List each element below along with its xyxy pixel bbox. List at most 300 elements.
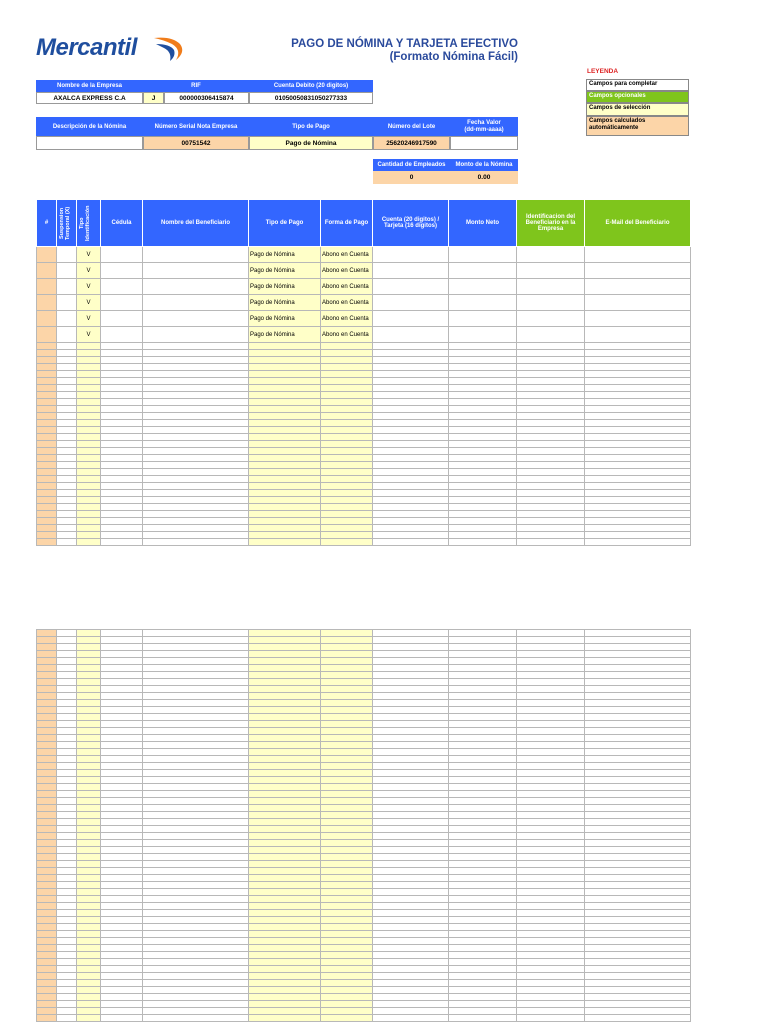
name-cell[interactable] [143,644,249,651]
id-type-cell[interactable] [77,672,101,679]
account-cell[interactable] [373,826,449,833]
company-id-cell[interactable] [517,854,585,861]
pay-type-cell[interactable]: Pago de Nómina [249,279,321,295]
name-cell[interactable] [143,539,249,546]
company-id-cell[interactable] [517,889,585,896]
net-amount-cell[interactable] [449,812,517,819]
id-type-cell[interactable] [77,441,101,448]
id-type-cell[interactable] [77,511,101,518]
net-amount-cell[interactable] [449,798,517,805]
name-cell[interactable] [143,364,249,371]
suspension-cell[interactable] [57,413,77,420]
name-cell[interactable] [143,448,249,455]
net-amount-cell[interactable] [449,651,517,658]
pay-type-cell[interactable] [249,770,321,777]
company-id-cell[interactable] [517,826,585,833]
name-cell[interactable] [143,847,249,854]
email-cell[interactable] [585,651,691,658]
account-cell[interactable] [373,854,449,861]
net-amount-cell[interactable] [449,987,517,994]
name-cell[interactable] [143,819,249,826]
pay-form-cell[interactable] [321,483,373,490]
email-cell[interactable] [585,427,691,434]
suspension-cell[interactable] [57,1001,77,1008]
cedula-cell[interactable] [101,504,143,511]
company-id-cell[interactable] [517,833,585,840]
net-amount-cell[interactable] [449,441,517,448]
account-cell[interactable] [373,728,449,735]
account-cell[interactable] [373,980,449,987]
suspension-cell[interactable] [57,896,77,903]
cedula-cell[interactable] [101,490,143,497]
email-cell[interactable] [585,385,691,392]
account-cell[interactable] [373,742,449,749]
pay-form-cell[interactable] [321,427,373,434]
pay-form-cell[interactable] [321,469,373,476]
email-cell[interactable] [585,959,691,966]
id-type-cell[interactable] [77,868,101,875]
cedula-cell[interactable] [101,364,143,371]
pay-type-cell[interactable] [249,448,321,455]
company-id-cell[interactable] [517,840,585,847]
pay-form-cell[interactable] [321,798,373,805]
suspension-cell[interactable] [57,721,77,728]
id-type-cell[interactable] [77,826,101,833]
pay-type-cell[interactable] [249,672,321,679]
pay-form-cell[interactable] [321,707,373,714]
name-cell[interactable] [143,1008,249,1015]
net-amount-cell[interactable] [449,721,517,728]
cedula-cell[interactable] [101,350,143,357]
company-id-cell[interactable] [517,343,585,350]
email-cell[interactable] [585,413,691,420]
cedula-cell[interactable] [101,742,143,749]
company-id-cell[interactable] [517,539,585,546]
net-amount-cell[interactable] [449,327,517,343]
email-cell[interactable] [585,539,691,546]
suspension-cell[interactable] [57,966,77,973]
cedula-cell[interactable] [101,630,143,637]
email-cell[interactable] [585,945,691,952]
cedula-cell[interactable] [101,427,143,434]
email-cell[interactable] [585,672,691,679]
cedula-cell[interactable] [101,295,143,311]
suspension-cell[interactable] [57,497,77,504]
cedula-cell[interactable] [101,469,143,476]
id-type-cell[interactable] [77,357,101,364]
email-cell[interactable] [585,630,691,637]
suspension-cell[interactable] [57,469,77,476]
net-amount-cell[interactable] [449,497,517,504]
pay-form-cell[interactable] [321,658,373,665]
id-type-cell[interactable] [77,392,101,399]
suspension-cell[interactable] [57,861,77,868]
account-cell[interactable] [373,749,449,756]
pay-type-cell[interactable] [249,973,321,980]
pay-type-cell[interactable] [249,805,321,812]
email-cell[interactable] [585,483,691,490]
cedula-cell[interactable] [101,812,143,819]
pay-type-cell[interactable]: Pago de Nómina [249,247,321,263]
name-cell[interactable] [143,840,249,847]
suspension-cell[interactable] [57,756,77,763]
company-id-cell[interactable] [517,371,585,378]
email-cell[interactable] [585,420,691,427]
cedula-cell[interactable] [101,805,143,812]
id-type-cell[interactable] [77,693,101,700]
company-id-cell[interactable] [517,952,585,959]
name-cell[interactable] [143,420,249,427]
name-cell[interactable] [143,889,249,896]
email-cell[interactable] [585,511,691,518]
id-type-cell[interactable] [77,735,101,742]
id-type-cell[interactable] [77,518,101,525]
account-cell[interactable] [373,700,449,707]
pay-form-cell[interactable] [321,385,373,392]
cedula-cell[interactable] [101,1015,143,1022]
email-cell[interactable] [585,980,691,987]
id-type-cell[interactable] [77,784,101,791]
email-cell[interactable] [585,364,691,371]
cedula-cell[interactable] [101,497,143,504]
account-cell[interactable] [373,295,449,311]
rif-field[interactable]: 000000306415874 [164,92,249,104]
account-cell[interactable] [373,392,449,399]
pay-type-cell[interactable] [249,735,321,742]
account-cell[interactable] [373,311,449,327]
pay-type-cell[interactable] [249,1015,321,1022]
account-cell[interactable] [373,693,449,700]
id-type-cell[interactable] [77,469,101,476]
name-cell[interactable] [143,714,249,721]
pay-form-cell[interactable] [321,364,373,371]
account-cell[interactable] [373,399,449,406]
pay-form-cell[interactable] [321,847,373,854]
net-amount-cell[interactable] [449,763,517,770]
email-cell[interactable] [585,497,691,504]
pay-type-cell[interactable] [249,413,321,420]
name-cell[interactable] [143,357,249,364]
cedula-cell[interactable] [101,875,143,882]
name-cell[interactable] [143,791,249,798]
net-amount-cell[interactable] [449,518,517,525]
name-cell[interactable] [143,427,249,434]
suspension-cell[interactable] [57,448,77,455]
name-cell[interactable] [143,525,249,532]
pay-type-cell[interactable] [249,721,321,728]
cedula-cell[interactable] [101,917,143,924]
company-id-cell[interactable] [517,882,585,889]
account-cell[interactable] [373,672,449,679]
net-amount-cell[interactable] [449,413,517,420]
account-cell[interactable] [373,994,449,1001]
pay-type-cell[interactable] [249,679,321,686]
name-cell[interactable] [143,406,249,413]
company-id-cell[interactable] [517,798,585,805]
suspension-cell[interactable] [57,868,77,875]
pay-form-cell[interactable] [321,413,373,420]
suspension-cell[interactable] [57,728,77,735]
name-cell[interactable] [143,399,249,406]
id-type-cell[interactable] [77,630,101,637]
name-cell[interactable] [143,350,249,357]
account-cell[interactable] [373,903,449,910]
pay-form-cell[interactable] [321,917,373,924]
id-type-cell[interactable] [77,791,101,798]
id-type-cell[interactable] [77,497,101,504]
company-id-cell[interactable] [517,413,585,420]
name-cell[interactable] [143,263,249,279]
net-amount-cell[interactable] [449,295,517,311]
email-cell[interactable] [585,854,691,861]
cedula-cell[interactable] [101,966,143,973]
account-cell[interactable] [373,469,449,476]
account-cell[interactable] [373,756,449,763]
email-cell[interactable] [585,833,691,840]
company-id-cell[interactable] [517,791,585,798]
pay-form-cell[interactable] [321,518,373,525]
id-type-cell[interactable] [77,903,101,910]
net-amount-cell[interactable] [449,777,517,784]
id-type-cell[interactable] [77,378,101,385]
account-cell[interactable] [373,441,449,448]
account-cell[interactable] [373,427,449,434]
email-cell[interactable] [585,448,691,455]
name-cell[interactable] [143,247,249,263]
company-id-cell[interactable] [517,448,585,455]
pay-form-cell[interactable] [321,686,373,693]
account-cell[interactable] [373,378,449,385]
net-amount-cell[interactable] [449,938,517,945]
id-type-cell[interactable] [77,399,101,406]
pay-type-cell[interactable] [249,469,321,476]
account-cell[interactable] [373,651,449,658]
company-id-cell[interactable] [517,686,585,693]
net-amount-cell[interactable] [449,714,517,721]
cedula-cell[interactable] [101,511,143,518]
pay-type-cell[interactable]: Pago de Nómina [249,263,321,279]
suspension-cell[interactable] [57,399,77,406]
suspension-cell[interactable] [57,994,77,1001]
pay-form-cell[interactable] [321,987,373,994]
company-id-cell[interactable] [517,279,585,295]
id-type-cell[interactable] [77,413,101,420]
suspension-cell[interactable] [57,959,77,966]
pay-type-cell[interactable]: Pago de Nómina [249,311,321,327]
pay-type-cell[interactable] [249,966,321,973]
cedula-cell[interactable] [101,399,143,406]
suspension-cell[interactable] [57,693,77,700]
cedula-cell[interactable] [101,483,143,490]
pay-type-cell[interactable] [249,896,321,903]
name-cell[interactable] [143,295,249,311]
id-type-cell[interactable] [77,938,101,945]
suspension-cell[interactable] [57,931,77,938]
account-cell[interactable] [373,434,449,441]
account-cell[interactable] [373,490,449,497]
pay-type-cell[interactable] [249,819,321,826]
pay-form-cell[interactable] [321,973,373,980]
suspension-cell[interactable] [57,263,77,279]
pay-type-select[interactable]: Pago de Nómina [249,136,373,150]
id-type-cell[interactable] [77,749,101,756]
pay-form-cell[interactable] [321,812,373,819]
id-type-cell[interactable] [77,763,101,770]
suspension-cell[interactable] [57,385,77,392]
name-cell[interactable] [143,371,249,378]
company-id-cell[interactable] [517,924,585,931]
suspension-cell[interactable] [57,455,77,462]
pay-type-cell[interactable] [249,455,321,462]
company-id-cell[interactable] [517,721,585,728]
name-cell[interactable] [143,441,249,448]
account-cell[interactable] [373,791,449,798]
email-cell[interactable] [585,812,691,819]
id-type-cell[interactable] [77,525,101,532]
name-cell[interactable] [143,327,249,343]
pay-type-cell[interactable] [249,917,321,924]
pay-type-cell[interactable] [249,392,321,399]
cedula-cell[interactable] [101,924,143,931]
pay-form-cell[interactable] [321,777,373,784]
net-amount-cell[interactable] [449,504,517,511]
suspension-cell[interactable] [57,952,77,959]
net-amount-cell[interactable] [449,875,517,882]
company-id-cell[interactable] [517,385,585,392]
account-cell[interactable] [373,966,449,973]
pay-form-cell[interactable] [321,721,373,728]
email-cell[interactable] [585,357,691,364]
email-cell[interactable] [585,952,691,959]
company-id-cell[interactable] [517,735,585,742]
name-cell[interactable] [143,798,249,805]
account-cell[interactable] [373,896,449,903]
account-cell[interactable] [373,532,449,539]
net-amount-cell[interactable] [449,910,517,917]
pay-form-cell[interactable] [321,868,373,875]
suspension-cell[interactable] [57,279,77,295]
account-cell[interactable] [373,798,449,805]
account-cell[interactable] [373,952,449,959]
net-amount-cell[interactable] [449,1001,517,1008]
email-cell[interactable] [585,525,691,532]
name-cell[interactable] [143,637,249,644]
email-cell[interactable] [585,665,691,672]
company-name-field[interactable]: AXALCA EXPRESS C.A [36,92,143,104]
pay-type-cell[interactable] [249,924,321,931]
pay-type-cell[interactable] [249,343,321,350]
account-cell[interactable] [373,875,449,882]
net-amount-cell[interactable] [449,826,517,833]
email-cell[interactable] [585,441,691,448]
net-amount-cell[interactable] [449,371,517,378]
id-type-cell[interactable] [77,770,101,777]
pay-form-cell[interactable] [321,749,373,756]
name-cell[interactable] [143,973,249,980]
email-cell[interactable] [585,826,691,833]
pay-form-cell[interactable] [321,490,373,497]
cedula-cell[interactable] [101,714,143,721]
cedula-cell[interactable] [101,279,143,295]
suspension-cell[interactable] [57,637,77,644]
name-cell[interactable] [143,861,249,868]
company-id-cell[interactable] [517,434,585,441]
id-type-cell[interactable] [77,658,101,665]
cedula-cell[interactable] [101,637,143,644]
net-amount-cell[interactable] [449,350,517,357]
pay-type-cell[interactable] [249,532,321,539]
net-amount-cell[interactable] [449,854,517,861]
net-amount-cell[interactable] [449,693,517,700]
pay-type-cell[interactable] [249,875,321,882]
id-type-cell[interactable] [77,966,101,973]
id-type-cell[interactable] [77,833,101,840]
pay-form-cell[interactable] [321,665,373,672]
net-amount-cell[interactable] [449,279,517,295]
email-cell[interactable] [585,784,691,791]
pay-type-cell[interactable] [249,1008,321,1015]
name-cell[interactable] [143,931,249,938]
account-cell[interactable] [373,882,449,889]
id-type-cell[interactable] [77,777,101,784]
pay-form-cell[interactable] [321,448,373,455]
net-amount-cell[interactable] [449,770,517,777]
company-id-cell[interactable] [517,728,585,735]
email-cell[interactable] [585,1015,691,1022]
net-amount-cell[interactable] [449,644,517,651]
net-amount-cell[interactable] [449,469,517,476]
cedula-cell[interactable] [101,959,143,966]
name-cell[interactable] [143,651,249,658]
cedula-cell[interactable] [101,441,143,448]
account-cell[interactable] [373,917,449,924]
name-cell[interactable] [143,875,249,882]
pay-type-cell[interactable] [249,665,321,672]
pay-form-cell[interactable] [321,700,373,707]
account-cell[interactable] [373,973,449,980]
name-cell[interactable] [143,938,249,945]
email-cell[interactable] [585,847,691,854]
id-type-cell[interactable] [77,1015,101,1022]
company-id-cell[interactable] [517,455,585,462]
pay-form-cell[interactable] [321,945,373,952]
suspension-cell[interactable] [57,889,77,896]
company-id-cell[interactable] [517,966,585,973]
net-amount-cell[interactable] [449,311,517,327]
suspension-cell[interactable] [57,441,77,448]
cedula-cell[interactable] [101,693,143,700]
pay-type-cell[interactable] [249,868,321,875]
email-cell[interactable] [585,311,691,327]
pay-form-cell[interactable] [321,756,373,763]
email-cell[interactable] [585,924,691,931]
id-type-cell[interactable] [77,679,101,686]
cedula-cell[interactable] [101,833,143,840]
pay-form-cell[interactable] [321,735,373,742]
net-amount-cell[interactable] [449,511,517,518]
company-id-cell[interactable] [517,875,585,882]
cedula-cell[interactable] [101,357,143,364]
email-cell[interactable] [585,994,691,1001]
cedula-cell[interactable] [101,406,143,413]
suspension-cell[interactable] [57,749,77,756]
account-cell[interactable] [373,483,449,490]
pay-form-cell[interactable] [321,525,373,532]
pay-form-cell[interactable] [321,826,373,833]
company-id-cell[interactable] [517,651,585,658]
email-cell[interactable] [585,819,691,826]
id-type-cell[interactable] [77,406,101,413]
